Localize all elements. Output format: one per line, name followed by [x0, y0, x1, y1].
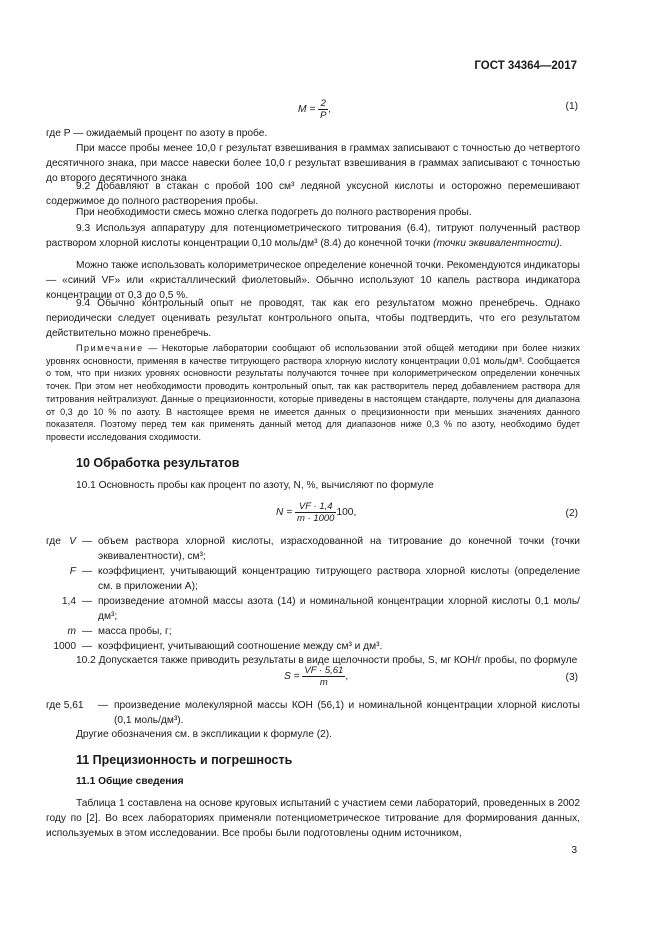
equation-3	[284, 665, 348, 688]
eq2-numerator: VF · 1,4	[295, 501, 337, 513]
section-10-title: 10 Обработка результатов	[76, 456, 240, 470]
paragraph-colorimetric: Можно также использовать колориметрическое определение конечной точки. Рекомендуются индикаторы — «синий VF» или «кристаллический фиолетовый». Обычно используют 10 капель раствора индикатора концентрации от 0,3 до 0,5 %.	[46, 260, 580, 301]
eq2-number: (2)	[565, 508, 578, 519]
def-dash: —	[98, 700, 109, 711]
def-term-v-text: V	[69, 536, 76, 547]
eq2-tail: 100,	[336, 507, 357, 519]
eq2-fraction	[295, 501, 337, 524]
paragraph-heat: При необходимости смесь можно слегка подогреть до полного растворения пробы.	[76, 207, 472, 218]
eq3-lhs: S =	[284, 671, 303, 683]
def-term-f	[46, 564, 76, 579]
section-11-1-title: 11.1 Общие сведения	[76, 776, 184, 787]
def-dash: —	[82, 641, 93, 652]
def-text-m: масса пробы, г;	[98, 626, 172, 637]
paragraph-10-2: 10.2 Допускается также приводить результаты в виде щелочности пробы, S, мг КОН/г пробы, по формуле	[76, 655, 578, 666]
equation-1	[298, 98, 331, 121]
definition-5-61	[46, 698, 580, 730]
eq2-denominator: m · 1000	[296, 513, 335, 524]
eq3-numerator: VF · 5,61	[304, 665, 344, 676]
eq1-number: (1)	[565, 101, 578, 112]
section-11-title: 11 Прецизионность и погрешность	[76, 753, 293, 767]
eq3-denominator: m	[319, 677, 328, 688]
paragraph-9-3-text: 9.3 Используя аппаратуру для потенциометрического титрования (6.4), титруют полученный раствор раствором хлорной кислоты концентрации 0,10 моль/дм³ (8.4) до конечной точки	[46, 223, 580, 249]
def-dash: —	[82, 566, 93, 577]
def-text-1-4: произведение атомной массы азота (14) и номинальной концентрации хлорной кислоты 0,1 моль/дм³;	[98, 596, 580, 622]
note-text: — Некоторые лаборатории сообщают об использовании этой общей методики при более низких уровнях основности, применяя в качестве титрующего раствора хлорную кислоту концентрации 0,01 моль/дм³. Сообщается о том, что при низких уровнях основности результаты получаются точнее при колориметрическом определении конечных точек. При этом нет необходимости проводить контрольный опыт, так как растворитель перед добавлением раствора для титрования нейтрализуют. Данные о прецизионности, которые приведены в настоящем стандарте, получены для диапазона от 0,3 до 10 % по азоту. В настоящее время не имеется данных о прецизионности при меньших значениях данного показателя. Поэтому перед тем как применять данный метод для диапазонов ниже 0,3 % по азоту, необходимо будет провести исследования сходимости.	[46, 343, 580, 442]
def-term-1-4: 1,4	[61, 596, 76, 607]
where-label: где	[46, 536, 61, 547]
paragraph-mass: При массе пробы менее 10,0 г результат взвешивания в граммах записывают с точностью до четвертого десятичного знака, при массе навески более 10,0 г результат взвешивания в граммах записывают с точностью до второго десятичного знака	[46, 143, 580, 184]
eq1-fraction	[318, 98, 328, 121]
def-text-v: объем раствора хлорной кислоты, израсходованной на титрование до конечной точки (точки эквивалентности), см³;	[98, 536, 580, 562]
def-text-5-61: произведение молекулярной массы КОН (56,1) и номинальной концентрации хлорной кислоты (0,1 моль/дм³).	[114, 700, 580, 726]
def-text-f: коэффициент, учитывающий концентрацию титрующего раствора хлорной кислоты (определение см. в приложении А);	[98, 566, 580, 592]
eq1-lhs: M =	[298, 104, 319, 116]
note-label: Примечание	[76, 343, 144, 353]
equation-2	[276, 501, 356, 524]
paragraph-10-1: 10.1 Основность пробы как процент по азоту, N, %, вычисляют по формуле	[76, 480, 434, 491]
def-term-1000: 1000	[53, 641, 76, 652]
eq3-number: (3)	[565, 672, 578, 683]
def-term-5-61: где 5,61	[46, 700, 84, 711]
eq2-lhs: N =	[276, 507, 295, 519]
eq1-numerator: 2	[318, 98, 328, 110]
page-number: 3	[571, 845, 577, 856]
eq1-tail: ,	[328, 104, 332, 116]
eq1-denominator: P	[320, 110, 327, 121]
paragraph-9-4: 9.4 Обычно контрольный опыт не проводят, так как его результатом можно пренебречь. Однако периодически следует оценивать результат контрольного опыта, чтобы подтвердить, что его результатом действительно можно пренебречь.	[46, 298, 580, 339]
definitions-list	[46, 534, 580, 652]
def-dash: —	[82, 596, 93, 607]
def-term-m	[46, 624, 76, 639]
def-term-m-text: m	[67, 626, 76, 637]
paragraph-9-2: 9.2 Добавляют в стакан с пробой 100 см³ ледяной уксусной кислоты и осторожно перемешивают содержимое до полного растворения пробы.	[46, 181, 580, 207]
note-block	[46, 342, 580, 444]
eq3-fraction	[302, 665, 345, 688]
paragraph-9-3-italic: (точки эквивалентности).	[433, 238, 563, 249]
paragraph-where-p: где P — ожидаемый процент по азоту в пробе.	[46, 128, 268, 139]
paragraph-11-1: Таблица 1 составлена на основе круговых испытаний с участием семи лабораторий, проведенных в 2002 году по [2]. Во всех лабораториях применяли потенциометрическое титрование для формирования данных, используемых в этом исследовании. Все пробы были подготовлены одним источником,	[46, 798, 580, 839]
def-term-f-text: F	[69, 566, 76, 577]
def-term-v	[46, 534, 76, 549]
def-text-1000: коэффициент, учитывающий соотношение между см³ и дм³.	[98, 641, 383, 652]
def-dash: —	[82, 626, 93, 637]
def-dash: —	[82, 536, 93, 547]
paragraph-9-3	[46, 221, 580, 251]
paragraph-other-notation: Другие обозначения см. в экспликации к формуле (2).	[76, 729, 332, 740]
document-header: ГОСТ 34364—2017	[474, 60, 577, 72]
eq3-tail: ,	[345, 671, 349, 683]
